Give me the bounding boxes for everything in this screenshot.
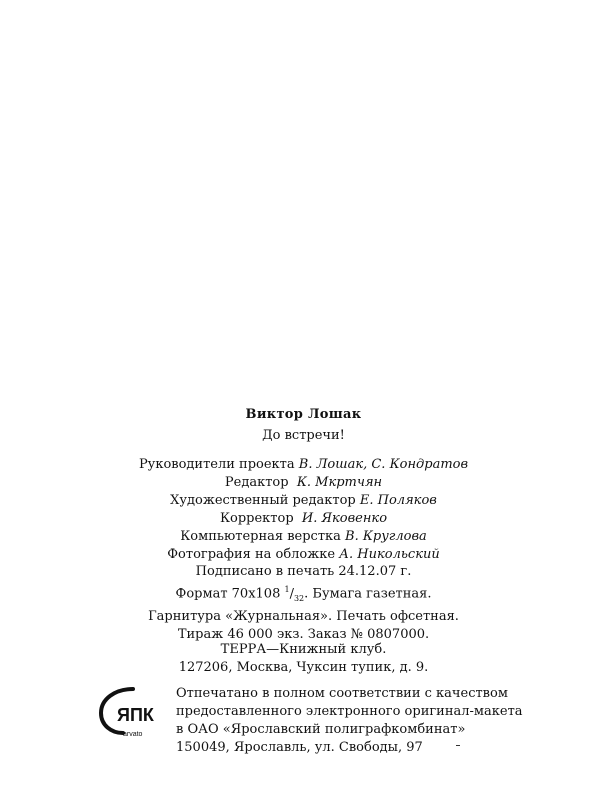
book-author: Виктор Лошак xyxy=(245,407,362,422)
printer-info xyxy=(176,685,596,757)
printer-line: в ОАО «Ярославский полиграфкомбинат» xyxy=(176,722,466,737)
circulation-line: Тираж 46 000 экз. Заказ № 0807000. xyxy=(177,626,430,642)
credit-line xyxy=(0,492,607,510)
printer-logo xyxy=(93,683,171,739)
credit-name: И. Яковенко xyxy=(301,511,388,526)
typeface-line: Гарнитура «Журнальная». Печать офсетная. xyxy=(148,608,459,624)
credit-line xyxy=(0,546,607,564)
logo-text: ЯПК xyxy=(117,705,154,725)
printer-line: 150049, Ярославль, ул. Свободы, 97 xyxy=(176,740,423,755)
format-suffix: . Бумага газетная. xyxy=(304,586,432,602)
credit-role: Редактор xyxy=(224,475,289,490)
printer-line: Отпечатано в полном соответствии с качеством xyxy=(176,686,508,701)
credit-name: В. Круглова xyxy=(345,529,427,544)
credits-list xyxy=(0,456,607,564)
publisher-name: ТЕРРА—Книжный клуб. xyxy=(220,642,387,657)
credit-role: Компьютерная верстка xyxy=(180,529,341,544)
publisher-address: 127206, Москва, Чуксин тупик, д. 9. xyxy=(178,660,429,675)
publisher-block xyxy=(0,641,607,677)
format-denominator: 32 xyxy=(293,593,305,603)
credit-name: В. Лошак, С. Кондратов xyxy=(298,457,469,472)
book-title: До встречи! xyxy=(262,428,345,443)
format-prefix: Формат 70х108 xyxy=(175,586,281,602)
format-numerator: 1 xyxy=(284,585,290,594)
print-info xyxy=(0,563,607,644)
credit-role: Художественный редактор xyxy=(170,493,356,508)
stray-mark xyxy=(456,745,460,746)
credit-line xyxy=(0,474,607,492)
credit-role: Руководители проекта xyxy=(138,457,295,472)
printer-line: предоставленного электронного оригинал-макета xyxy=(176,704,523,719)
credit-line xyxy=(0,510,607,528)
credit-line xyxy=(0,528,607,546)
format-line: Формат 70х108 $^1/_{32}$. Бумага газетная. xyxy=(175,585,432,603)
credit-role: Корректор xyxy=(219,511,294,526)
credit-name: Е. Поляков xyxy=(359,493,437,508)
logo-subtext: arvato xyxy=(123,731,143,738)
credit-name: К. Мкртчян xyxy=(296,475,383,490)
signed-date: Подписано в печать 24.12.07 г. xyxy=(195,564,412,579)
credit-name: А. Никольский xyxy=(339,547,440,562)
credit-role: Фотография на обложке xyxy=(167,547,336,562)
credit-line xyxy=(0,456,607,474)
